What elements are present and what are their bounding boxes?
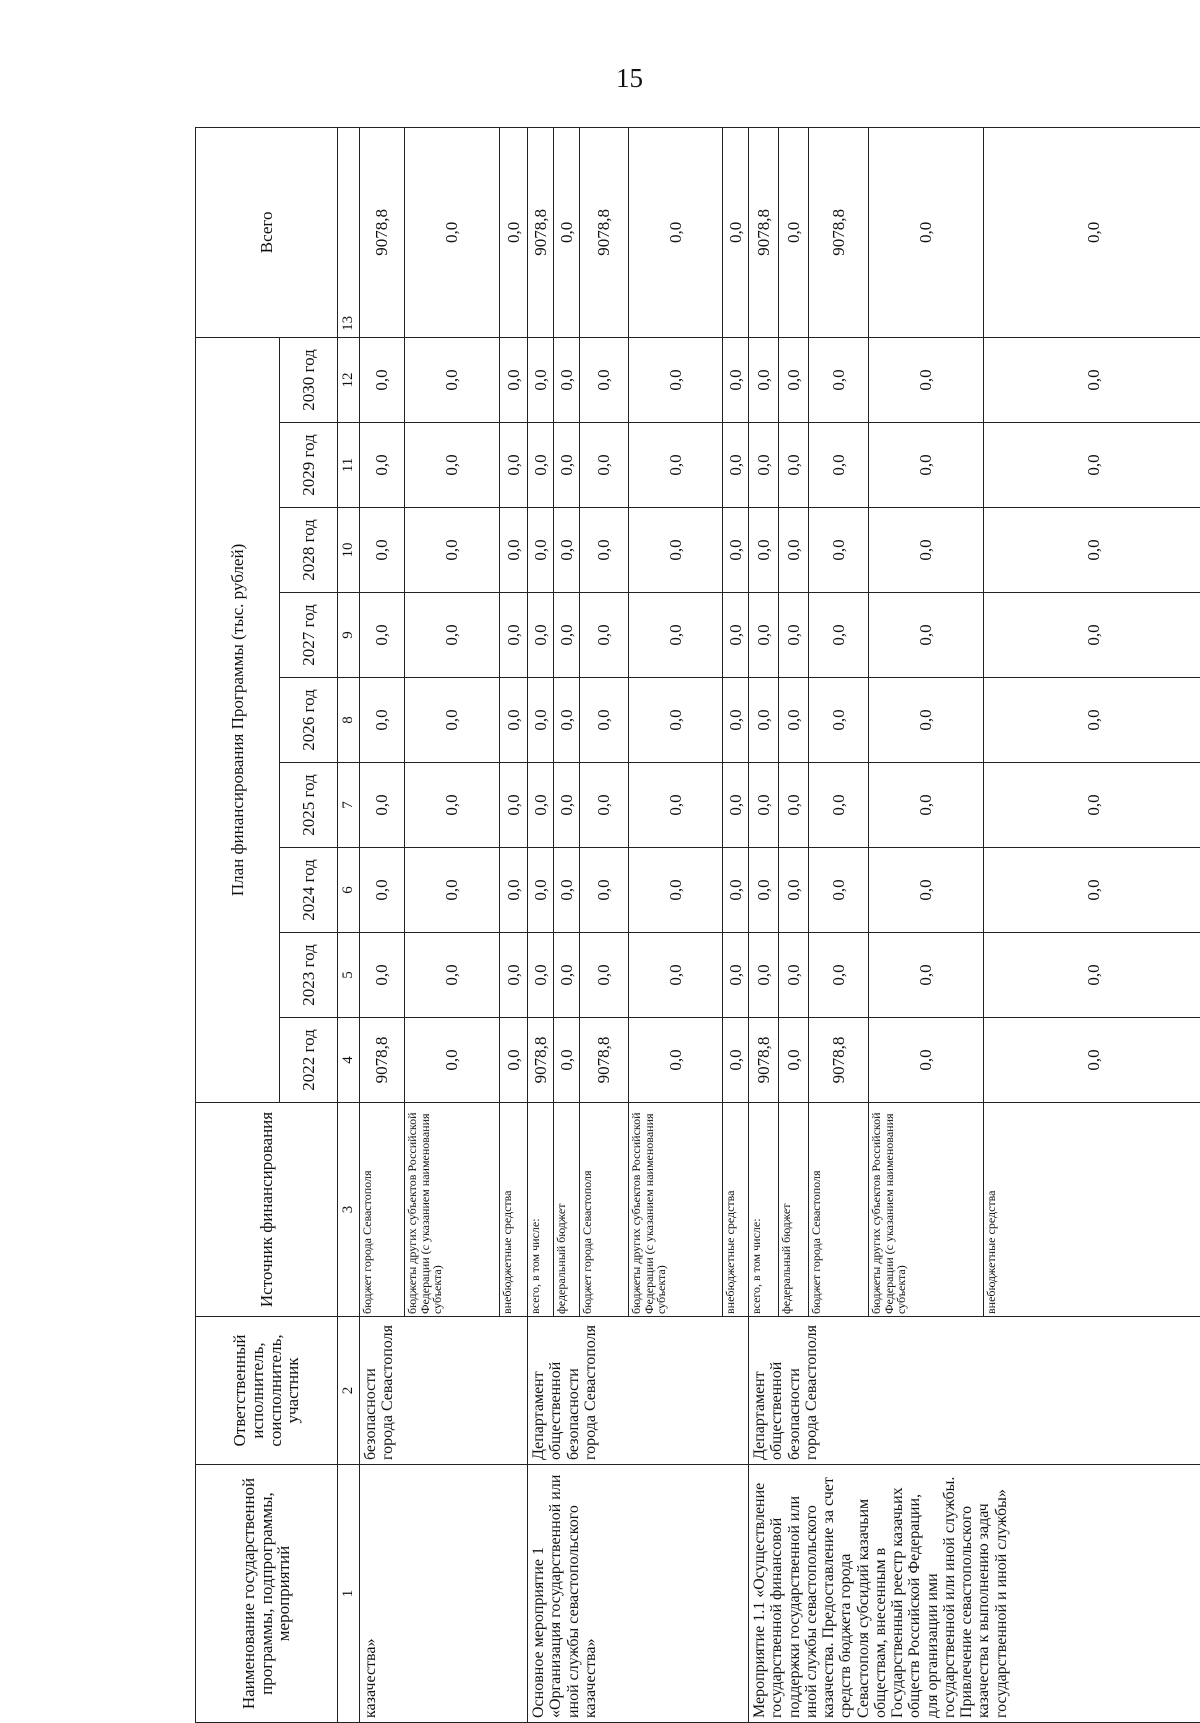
column-index-10: 10 [338,508,360,593]
total-value-cell: 9078,8 [580,127,629,337]
year-value-cell: 0,0 [749,508,779,593]
year-header-2: 2023 год [280,933,338,1018]
total-value-cell: 9078,8 [809,127,869,337]
year-value-cell: 0,0 [528,848,554,933]
year-value-cell: 0,0 [723,678,749,763]
year-value-cell: 0,0 [554,337,580,422]
year-value-cell: 0,0 [500,508,528,593]
column-index-5: 5 [338,933,360,1018]
year-value-cell: 0,0 [500,763,528,848]
year-value-cell: 0,0 [809,593,869,678]
year-value-cell: 0,0 [580,508,629,593]
page-number: 15 [616,63,643,94]
year-value-cell: 0,0 [580,763,629,848]
column-index-4: 4 [338,1018,360,1103]
funding-source-cell: федеральный бюджет [779,1103,809,1317]
year-value-cell: 0,0 [809,508,869,593]
year-value-cell: 0,0 [500,1018,528,1103]
year-value-cell: 0,0 [405,1018,500,1103]
financing-table [195,127,1200,1723]
total-value-cell: 0,0 [869,127,984,337]
funding-source-cell: бюджеты других субъектов Российской Федерации (с указанием наименования субъекта) [405,1103,500,1317]
column-index-2: 2 [338,1317,360,1465]
year-value-cell: 0,0 [809,423,869,508]
year-value-cell: 0,0 [984,933,1200,1018]
program-name-cell: Мероприятие 1.1 «Осуществление государственной финансовой поддержки государственной или иной службы севастопольского казачества. Предоставление за счет средств бюджета города Севастополя субсидий казачьим обществам, внесенным в Государственный реестр казачьих обществ Российской Федерации, для организации ими государственной или иной службы. Привлечение севастопольского казачества к выполнению задач государственной и иной службы» [749,1465,1200,1723]
column-index-1: 1 [338,1465,360,1723]
year-value-cell: 0,0 [405,848,500,933]
year-header-1: 2022 год [280,1018,338,1103]
header-name: Наименование государственной программы, подпрограммы, мероприятий [196,1465,338,1723]
year-value-cell: 0,0 [984,848,1200,933]
year-header-5: 2026 год [280,678,338,763]
year-value-cell: 9078,8 [360,1018,405,1103]
year-value-cell: 0,0 [869,508,984,593]
year-value-cell: 0,0 [405,337,500,422]
year-value-cell: 0,0 [528,508,554,593]
funding-source-cell: бюджет города Севастополя [360,1103,405,1317]
year-value-cell: 0,0 [984,423,1200,508]
year-value-cell: 0,0 [360,508,405,593]
year-value-cell: 0,0 [629,593,723,678]
year-value-cell: 0,0 [779,508,809,593]
total-value-cell: 9078,8 [360,127,405,337]
year-value-cell: 0,0 [554,763,580,848]
year-value-cell: 0,0 [405,593,500,678]
year-value-cell: 0,0 [723,933,749,1018]
funding-source-cell: федеральный бюджет [554,1103,580,1317]
year-value-cell: 0,0 [779,593,809,678]
year-value-cell: 0,0 [984,678,1200,763]
year-value-cell: 0,0 [809,337,869,422]
executor-cell: Департамент общественной безопасности города Севастополя [749,1317,1200,1465]
year-value-cell: 0,0 [869,763,984,848]
year-value-cell: 0,0 [360,763,405,848]
column-index-11: 11 [338,423,360,508]
funding-source-cell: внебюджетные средства [984,1103,1200,1317]
year-value-cell: 0,0 [500,337,528,422]
year-value-cell: 0,0 [779,337,809,422]
column-index-13: 13 [338,127,360,337]
column-index-3: 3 [338,1103,360,1317]
year-value-cell: 0,0 [869,848,984,933]
year-value-cell: 0,0 [360,593,405,678]
year-header-6: 2027 год [280,593,338,678]
total-value-cell: 0,0 [723,127,749,337]
year-value-cell: 0,0 [749,678,779,763]
year-value-cell: 0,0 [869,593,984,678]
year-value-cell: 0,0 [869,423,984,508]
year-value-cell: 0,0 [809,763,869,848]
year-value-cell: 0,0 [723,337,749,422]
year-value-cell: 0,0 [405,508,500,593]
year-value-cell: 0,0 [528,593,554,678]
header-executor: Ответственный исполнитель, соисполнитель, участник [196,1317,338,1465]
header-total: Всего [196,127,338,337]
year-value-cell: 0,0 [580,933,629,1018]
year-value-cell: 0,0 [779,1018,809,1103]
funding-source-cell: бюджет города Севастополя [580,1103,629,1317]
executor-cell: Департамент общественной безопасности города Севастополя [528,1317,749,1465]
year-value-cell: 0,0 [984,593,1200,678]
year-value-cell: 0,0 [629,763,723,848]
year-value-cell: 0,0 [779,423,809,508]
year-value-cell: 0,0 [779,848,809,933]
year-value-cell: 0,0 [629,337,723,422]
year-value-cell: 0,0 [629,933,723,1018]
year-value-cell: 0,0 [580,848,629,933]
total-value-cell: 0,0 [500,127,528,337]
year-value-cell: 0,0 [554,933,580,1018]
rotated-table-container [195,143,1110,1723]
year-value-cell: 0,0 [360,337,405,422]
year-value-cell: 0,0 [580,337,629,422]
total-value-cell: 9078,8 [749,127,779,337]
funding-source-cell: бюджеты других субъектов Российской Федерации (с указанием наименования субъекта) [869,1103,984,1317]
total-value-cell: 0,0 [405,127,500,337]
year-value-cell: 0,0 [749,763,779,848]
year-header-3: 2024 год [280,848,338,933]
year-value-cell: 9078,8 [528,1018,554,1103]
year-value-cell: 0,0 [723,1018,749,1103]
header-source: Источник финансирования [196,1103,338,1317]
program-name-cell: Основное мероприятие 1 «Организация государственной или иной службы севастопольского казачества» [528,1465,749,1723]
year-value-cell: 0,0 [360,933,405,1018]
year-value-cell: 0,0 [360,678,405,763]
year-value-cell: 0,0 [984,508,1200,593]
year-value-cell: 0,0 [405,678,500,763]
year-value-cell: 0,0 [869,1018,984,1103]
year-value-cell: 0,0 [984,763,1200,848]
column-index-12: 12 [338,337,360,422]
funding-source-cell: всего, в том числе: [749,1103,779,1317]
year-header-7: 2028 год [280,508,338,593]
program-name-cell: казачества» [360,1465,528,1723]
year-value-cell: 0,0 [405,423,500,508]
year-header-4: 2025 год [280,763,338,848]
year-value-cell: 0,0 [554,848,580,933]
year-value-cell: 0,0 [528,678,554,763]
year-value-cell: 0,0 [723,763,749,848]
table-body [360,127,1200,1722]
table-row [528,127,554,1722]
year-value-cell: 0,0 [554,1018,580,1103]
year-value-cell: 0,0 [629,508,723,593]
year-value-cell: 0,0 [809,848,869,933]
year-value-cell: 0,0 [723,508,749,593]
year-value-cell: 0,0 [749,593,779,678]
year-value-cell: 0,0 [554,508,580,593]
year-value-cell: 0,0 [528,423,554,508]
year-value-cell: 0,0 [554,678,580,763]
header-plan: План финансирования Программы (тыс. рублей) [196,337,280,1102]
year-value-cell: 0,0 [723,593,749,678]
column-index-6: 6 [338,848,360,933]
year-value-cell: 0,0 [779,763,809,848]
year-value-cell: 0,0 [500,848,528,933]
funding-source-cell: всего, в том числе: [528,1103,554,1317]
total-value-cell: 0,0 [629,127,723,337]
year-value-cell: 0,0 [723,423,749,508]
year-value-cell: 9078,8 [809,1018,869,1103]
total-value-cell: 0,0 [984,127,1200,337]
year-value-cell: 9078,8 [580,1018,629,1103]
year-value-cell: 0,0 [580,678,629,763]
year-value-cell: 0,0 [360,423,405,508]
year-value-cell: 0,0 [869,933,984,1018]
column-index-8: 8 [338,678,360,763]
year-value-cell: 0,0 [528,933,554,1018]
year-value-cell: 0,0 [809,678,869,763]
year-value-cell: 9078,8 [749,1018,779,1103]
year-value-cell: 0,0 [554,423,580,508]
table-row [360,127,405,1722]
column-index-9: 9 [338,593,360,678]
total-value-cell: 0,0 [779,127,809,337]
column-index-7: 7 [338,763,360,848]
total-value-cell: 9078,8 [528,127,554,337]
year-value-cell: 0,0 [629,678,723,763]
year-value-cell: 0,0 [500,593,528,678]
funding-source-cell: внебюджетные средства [723,1103,749,1317]
year-value-cell: 0,0 [580,423,629,508]
table-row [749,127,779,1722]
year-value-cell: 0,0 [779,678,809,763]
year-value-cell: 0,0 [779,933,809,1018]
column-index-row [338,127,360,1722]
year-value-cell: 0,0 [405,763,500,848]
year-value-cell: 0,0 [984,337,1200,422]
year-value-cell: 0,0 [723,848,749,933]
year-header-9: 2030 год [280,337,338,422]
year-value-cell: 0,0 [629,423,723,508]
year-value-cell: 0,0 [554,593,580,678]
year-value-cell: 0,0 [580,593,629,678]
year-value-cell: 0,0 [405,933,500,1018]
executor-cell: безопасности города Севастополя [360,1317,528,1465]
year-value-cell: 0,0 [984,1018,1200,1103]
year-value-cell: 0,0 [360,848,405,933]
year-value-cell: 0,0 [749,848,779,933]
funding-source-cell: бюджет города Севастополя [809,1103,869,1317]
total-value-cell: 0,0 [554,127,580,337]
year-header-8: 2029 год [280,423,338,508]
year-value-cell: 0,0 [869,678,984,763]
funding-source-cell: внебюджетные средства [500,1103,528,1317]
year-value-cell: 0,0 [749,337,779,422]
year-value-cell: 0,0 [528,337,554,422]
funding-source-cell: бюджеты других субъектов Российской Федерации (с указанием наименования субъекта) [629,1103,723,1317]
year-value-cell: 0,0 [500,423,528,508]
year-value-cell: 0,0 [869,337,984,422]
year-value-cell: 0,0 [809,933,869,1018]
year-value-cell: 0,0 [749,423,779,508]
year-value-cell: 0,0 [528,763,554,848]
year-value-cell: 0,0 [500,933,528,1018]
year-value-cell: 0,0 [629,848,723,933]
year-value-cell: 0,0 [629,1018,723,1103]
year-value-cell: 0,0 [500,678,528,763]
year-value-cell: 0,0 [749,933,779,1018]
